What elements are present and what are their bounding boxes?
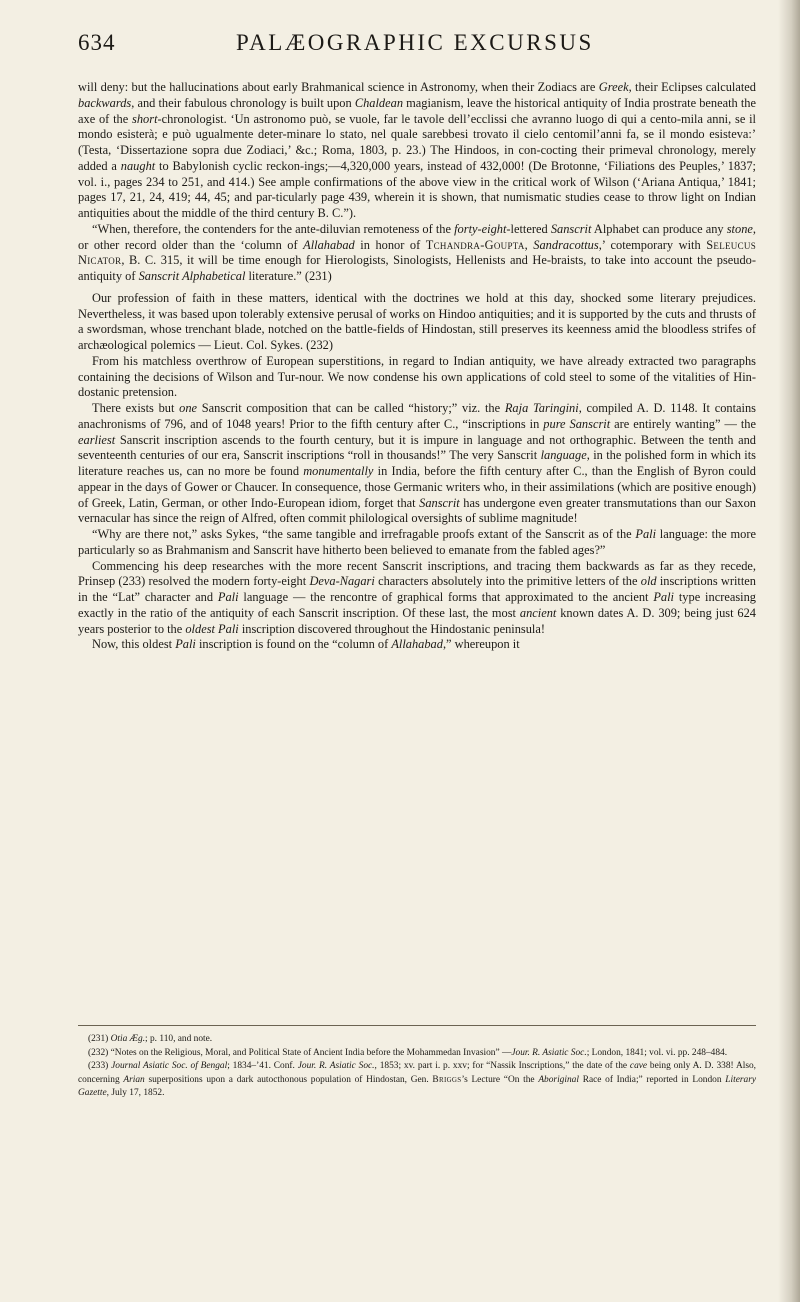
footnotes	[78, 1033, 756, 1101]
paragraph-3: Our profession of faith in these matters, identical with the doctrines we hold at this day, shocked some literary prejudices. Nevertheless, it was based upon tolerably extensive perusal of works on Hindoo antiquities; and it is supported by the cuts and thrusts of a swordsman, whose trenchant blade, notched on the battle-fields of Hindostan, still preserves its keenness amid the bloodless strifes of archæological polemics — Lieut. Col. Sykes. (232)	[78, 290, 756, 352]
paragraph-6: “Why are there not,” asks Sykes, “the same tangible and irrefragable proofs extant of the Sanscrit as of the Pali language: the more particularly so as Brahmanism and Sanscrit have hitherto been believed to emanate from the fabled ages?”	[78, 527, 756, 557]
paragraph-5: There exists but one Sanscrit composition that can be called “history;” viz. the Raja Taringini, compiled A. D. 1148. It contains anachronisms of 796, and of 1048 years! Prior to the fifth century after C., “inscriptions in pure Sanscrit are entirely wanting” — the earliest Sanscrit inscription ascends to the fourth century, but it is impure in language and not orthographic. Between the tenth and seventeenth centuries of our era, Sanscrit inscriptions “roll in thousands!” The very Sanscrit language, in the polished form in which its literature reaches us, can no more be found monumentally in India, before the fifth century after C., than the English of Byron could appear in the days of Gower or Chaucer. In consequence, those Germanic writers who, in their assimilations (which are positive enough) of Greek, Latin, German, or other Indo-European idiom, forget that Sanscrit has undergone even greater transmutations than our Saxon vernacular has since the reign of Alfred, often commit philological oversights of sublime magnitude!	[78, 401, 757, 526]
footnote-231: (231) Otia Æg.; p. 110, and note.	[88, 1034, 213, 1044]
page-number: 634	[78, 30, 116, 55]
running-head: PALÆOGRAPHIC EXCURSUS	[236, 30, 594, 55]
page-edge-shadow	[778, 0, 800, 1302]
footnote-divider	[78, 1025, 756, 1026]
paragraph-4: From his matchless overthrow of European superstitions, in regard to Indian antiquity, we have already extracted two paragraphs containing the decisions of Wilson and Tur-nour. We now condense his own applications of cold steel to some of the vitalities of Hin-dostanic pretension.	[78, 353, 756, 400]
body-text	[78, 80, 756, 653]
paragraph-1: will deny: but the hallucinations about early Brahmanical science in Astronomy, when their Zodiacs are Greek, their Eclipses calculated backwards, and their fabulous chronology is built upon Chaldean magianism, leave the historical antiquity of India prostrate beneath the axe of the short-chronologist. ‘Un astronomo può, se vuole, far le tavole dell’ecclissi che avranno luogo di qui a cento-mila anni, se il mondo esisterà; e può ugualmente deter-minare lo stato, nel quale sarebbesi trovato il cielo centomil’anni fa, se il mondo esisteva:’ (Testa, ‘Dissertazione sopra due Zodiaci,’ &c.; Roma, 1803, p. 23.) The Hindoos, in con-cocting their primeval chronology, merely added a naught to Babylonish cyclic reckon-ings;—4,320,000 years, instead of 432,000! (De Brotonne, ‘Filiations des Peuples,’ 1837; vol. i., pages 234 to 251, and 414.) See ample confirmations of the above view in the critical work of Wilson (‘Ariana Antiqua,’ 1841; pages 17, 21, 24, 419; 44, 45; and par-ticularly page 439, wherein it is shown, that numismatic studies cease to throw light on Indian antiquities about the middle of the third century B. C.”).	[78, 80, 756, 220]
paragraph-2: “When, therefore, the contenders for the ante-diluvian remoteness of the forty-eight-lettered Sanscrit Alphabet can produce any stone, or other record older than the ‘column of Allahabad in honor of Tchandra-Goupta, Sandracottus,’ cotemporary with Seleucus Nicator, B. C. 315, it will be time enough for Hierologists, Sinologists, Hellenists and He-braists, to take into account the pseudo-antiquity of Sanscrit Alphabetical literature.” (231)	[78, 221, 756, 283]
footnote-233: (233) Journal Asiatic Soc. of Bengal; 1834–’41. Conf. Jour. R. Asiatic Soc., 1853; xv. part i. p. xxv; for “Nassik Inscriptions,” the date of the cave being only A. D. 338! Also, concerning Arian superpositions upon a dark autocthonous population of Hindostan, Gen. Briggs’s Lecture “On the Aboriginal Race of India;” reported in London Literary Gazette, July 17, 1852.	[78, 1061, 757, 1099]
paragraph-7: Commencing his deep researches with the more recent Sanscrit inscriptions, and tracing them backwards as far as they recede, Prinsep (233) resolved the modern forty-eight Deva-Nagari characters absolutely into the primitive letters of the old inscriptions written in the “Lat” character and Pali language — the rencontre of graphical forms that approximated to the ancient Pali type increasing exactly in the ratio of the antiquity of each Sanscrit inscription. Of these last, the most ancient known dates A. D. 309; being just 624 years posterior to the oldest Pali inscription discovered throughout the Hindostanic peninsula!	[78, 558, 757, 636]
footnote-232: (232) “Notes on the Religious, Moral, and Political State of Ancient India before the Mohammedan Invasion” —Jour. R. Asiatic Soc.; London, 1841; vol. vi. pp. 248–484.	[88, 1047, 728, 1058]
paragraph-8: Now, this oldest Pali inscription is found on the “column of Allahabad,” whereupon it	[92, 637, 520, 652]
page-header	[78, 30, 750, 66]
